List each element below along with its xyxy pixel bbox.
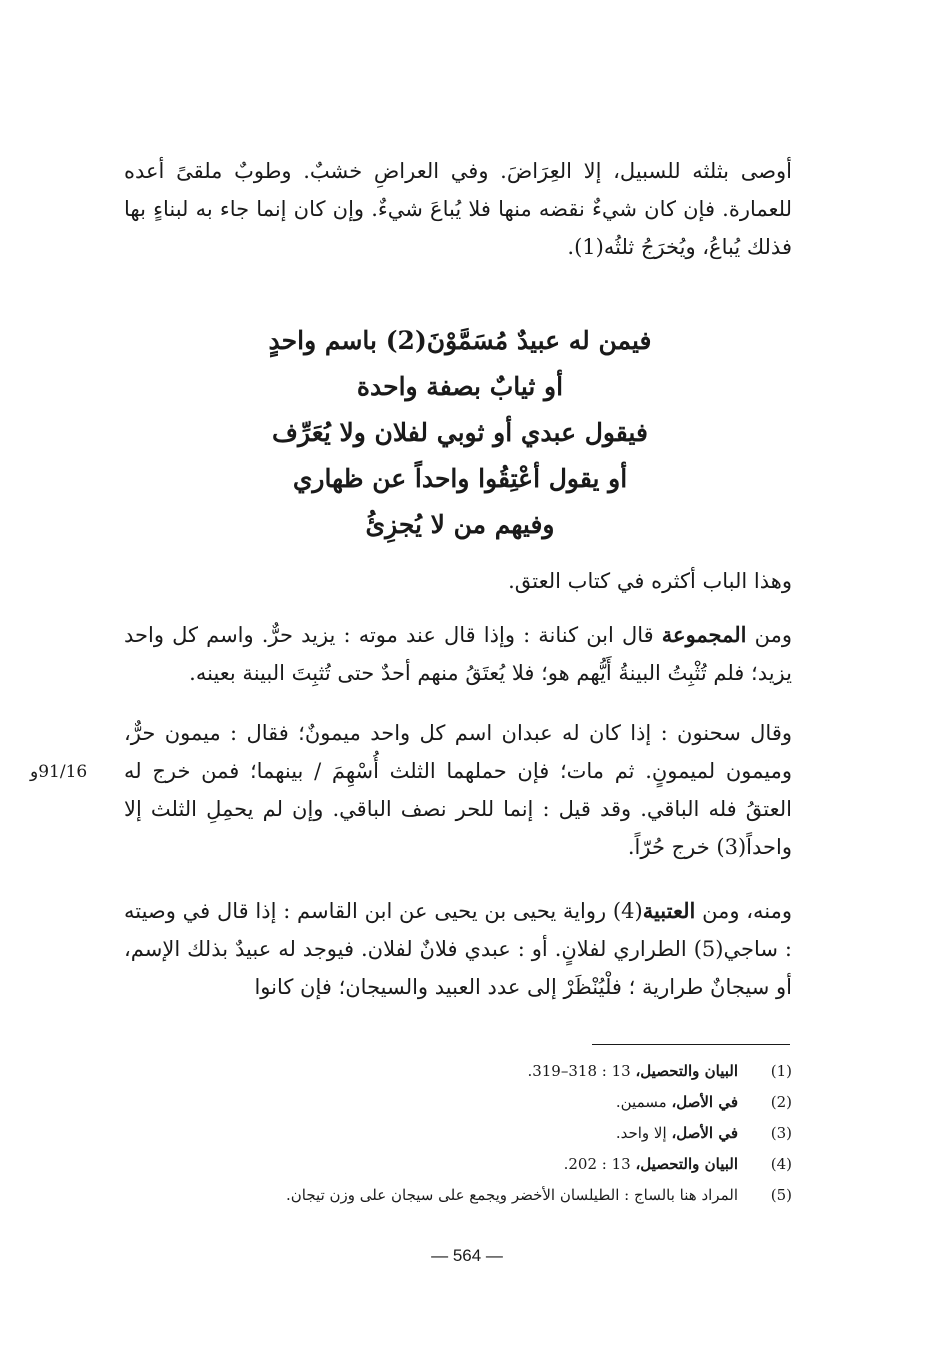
footnote-2 [230,1087,792,1118]
paragraph-5 [124,892,792,1006]
footnote-number: (2) [770,1093,792,1111]
verse-line-2: أو ثيابٌ بصفة واحدة [356,372,564,401]
footnote-number: (5) [770,1186,792,1204]
footnote-text [527,1056,738,1087]
footnote-detail: المراد هنا بالساج : الطيلسان الأخضر ويجمع على سيجان على وزن تيجان. [286,1186,738,1204]
source-title-majmua: المجموعة [661,622,747,647]
footnote-source: البيان والتحصيل، [635,1155,738,1173]
footnote-text [286,1180,738,1211]
footnote-divider [592,1044,790,1045]
page-number: — 564 — [431,1246,503,1265]
paragraph-4: وقال سحنون : إذا كان له عبدان اسم كل واحد ميمونٌ؛ فقال : ميمون حرٌّ، وميمون لميمونٍ. ثم مات؛ فإن حملهما الثلث أُسْهِمَ / بينهما؛ فمن خرج له العتقُ فله الباقي. وقد قيل : إنما للحر نصف الباقي. وإن لم يحمِلِ الثلث إلا واحداً(3) خرج حُرّاً. [124,721,792,859]
footnote-4 [230,1149,792,1180]
footnote-number: (1) [770,1062,792,1080]
verse-line-1: فيمن له عبيدٌ مُسَمَّوْنَ(2) باسم واحدٍ [268,326,652,355]
source-title-utbiyya: العتبية [642,898,696,923]
footnote-5 [230,1180,792,1211]
paragraph-3-prefix: ومن [746,623,792,647]
paragraph-1: أوصى بثلثه للسبيل، إلا العِرَاضَ. وفي العراضِ خشبٌ. وطوبٌ ملقىً أعده للعمارة. فإن كان شيءٌ نقضه منها فلا يُباعَ شيءٌ. وإن كان إنما جاء به لبناءٍ بها فذلك يُباعُ، ويُخرَجُ ثلثُه(1). [124,159,792,259]
footnote-number: (3) [770,1124,792,1142]
footnote-text [616,1118,738,1149]
verse-line-5: وفيهم من لا يُجزِئُ [365,510,555,539]
section-heading-verse [160,318,760,548]
margin-folio-note: 91/16و [30,762,88,782]
paragraph-5-prefix: ومنه، ومن [695,899,792,923]
verse-line-3: فيقول عبدي أو ثوبي لفلان ولا يُعَرِّف [272,418,648,447]
footnote-text [616,1087,738,1118]
footnote-source: في الأصل، [671,1124,738,1142]
verse-line-4: أو يقول أعْتِقُوا واحداً عن ظهاري [292,464,628,493]
footnote-source: البيان والتحصيل، [635,1062,738,1080]
footnote-3 [230,1118,792,1149]
paragraph-5-body: (4) رواية يحيى بن يحيى عن ابن القاسم : إذا قال في وصيته : ساجي(5) الطراري لفلانٍ. أو : عبدي فلانٌ لفلان. فيوجد له عبيدٌ بذلك الإسم، أو سيجانٌ طرارية ؛ فلْيُنْظَرْ إلى عدد العبيد والسيجان؛ فإن كانوا [124,899,792,999]
footnote-detail: 13 : 318–319. [527,1062,636,1080]
footnote-detail: مسمين. [615,1093,672,1111]
footnote-1 [230,1056,792,1087]
paragraph-3-body: قال ابن كنانة : وإذا قال عند موته : يزيد حرٌّ. واسم كل واحد يزيد؛ فلم تُثْبِتُ البينةُ أَيُّهم هو؛ فلا يُعتَقُ منهم أحدٌ حتى تُثبِتَ البينة بعينه. [124,623,792,685]
paragraph-3 [124,616,792,692]
footnote-number: (4) [770,1155,792,1173]
footnotes-list [230,1056,792,1211]
footnote-detail: إلا واحد. [615,1124,672,1142]
footnote-detail: 13 : 202. [563,1155,636,1173]
footnote-text [564,1149,738,1180]
paragraph-2: وهذا الباب أكثره في كتاب العتق. [508,569,792,593]
footnote-source: في الأصل، [671,1093,738,1111]
